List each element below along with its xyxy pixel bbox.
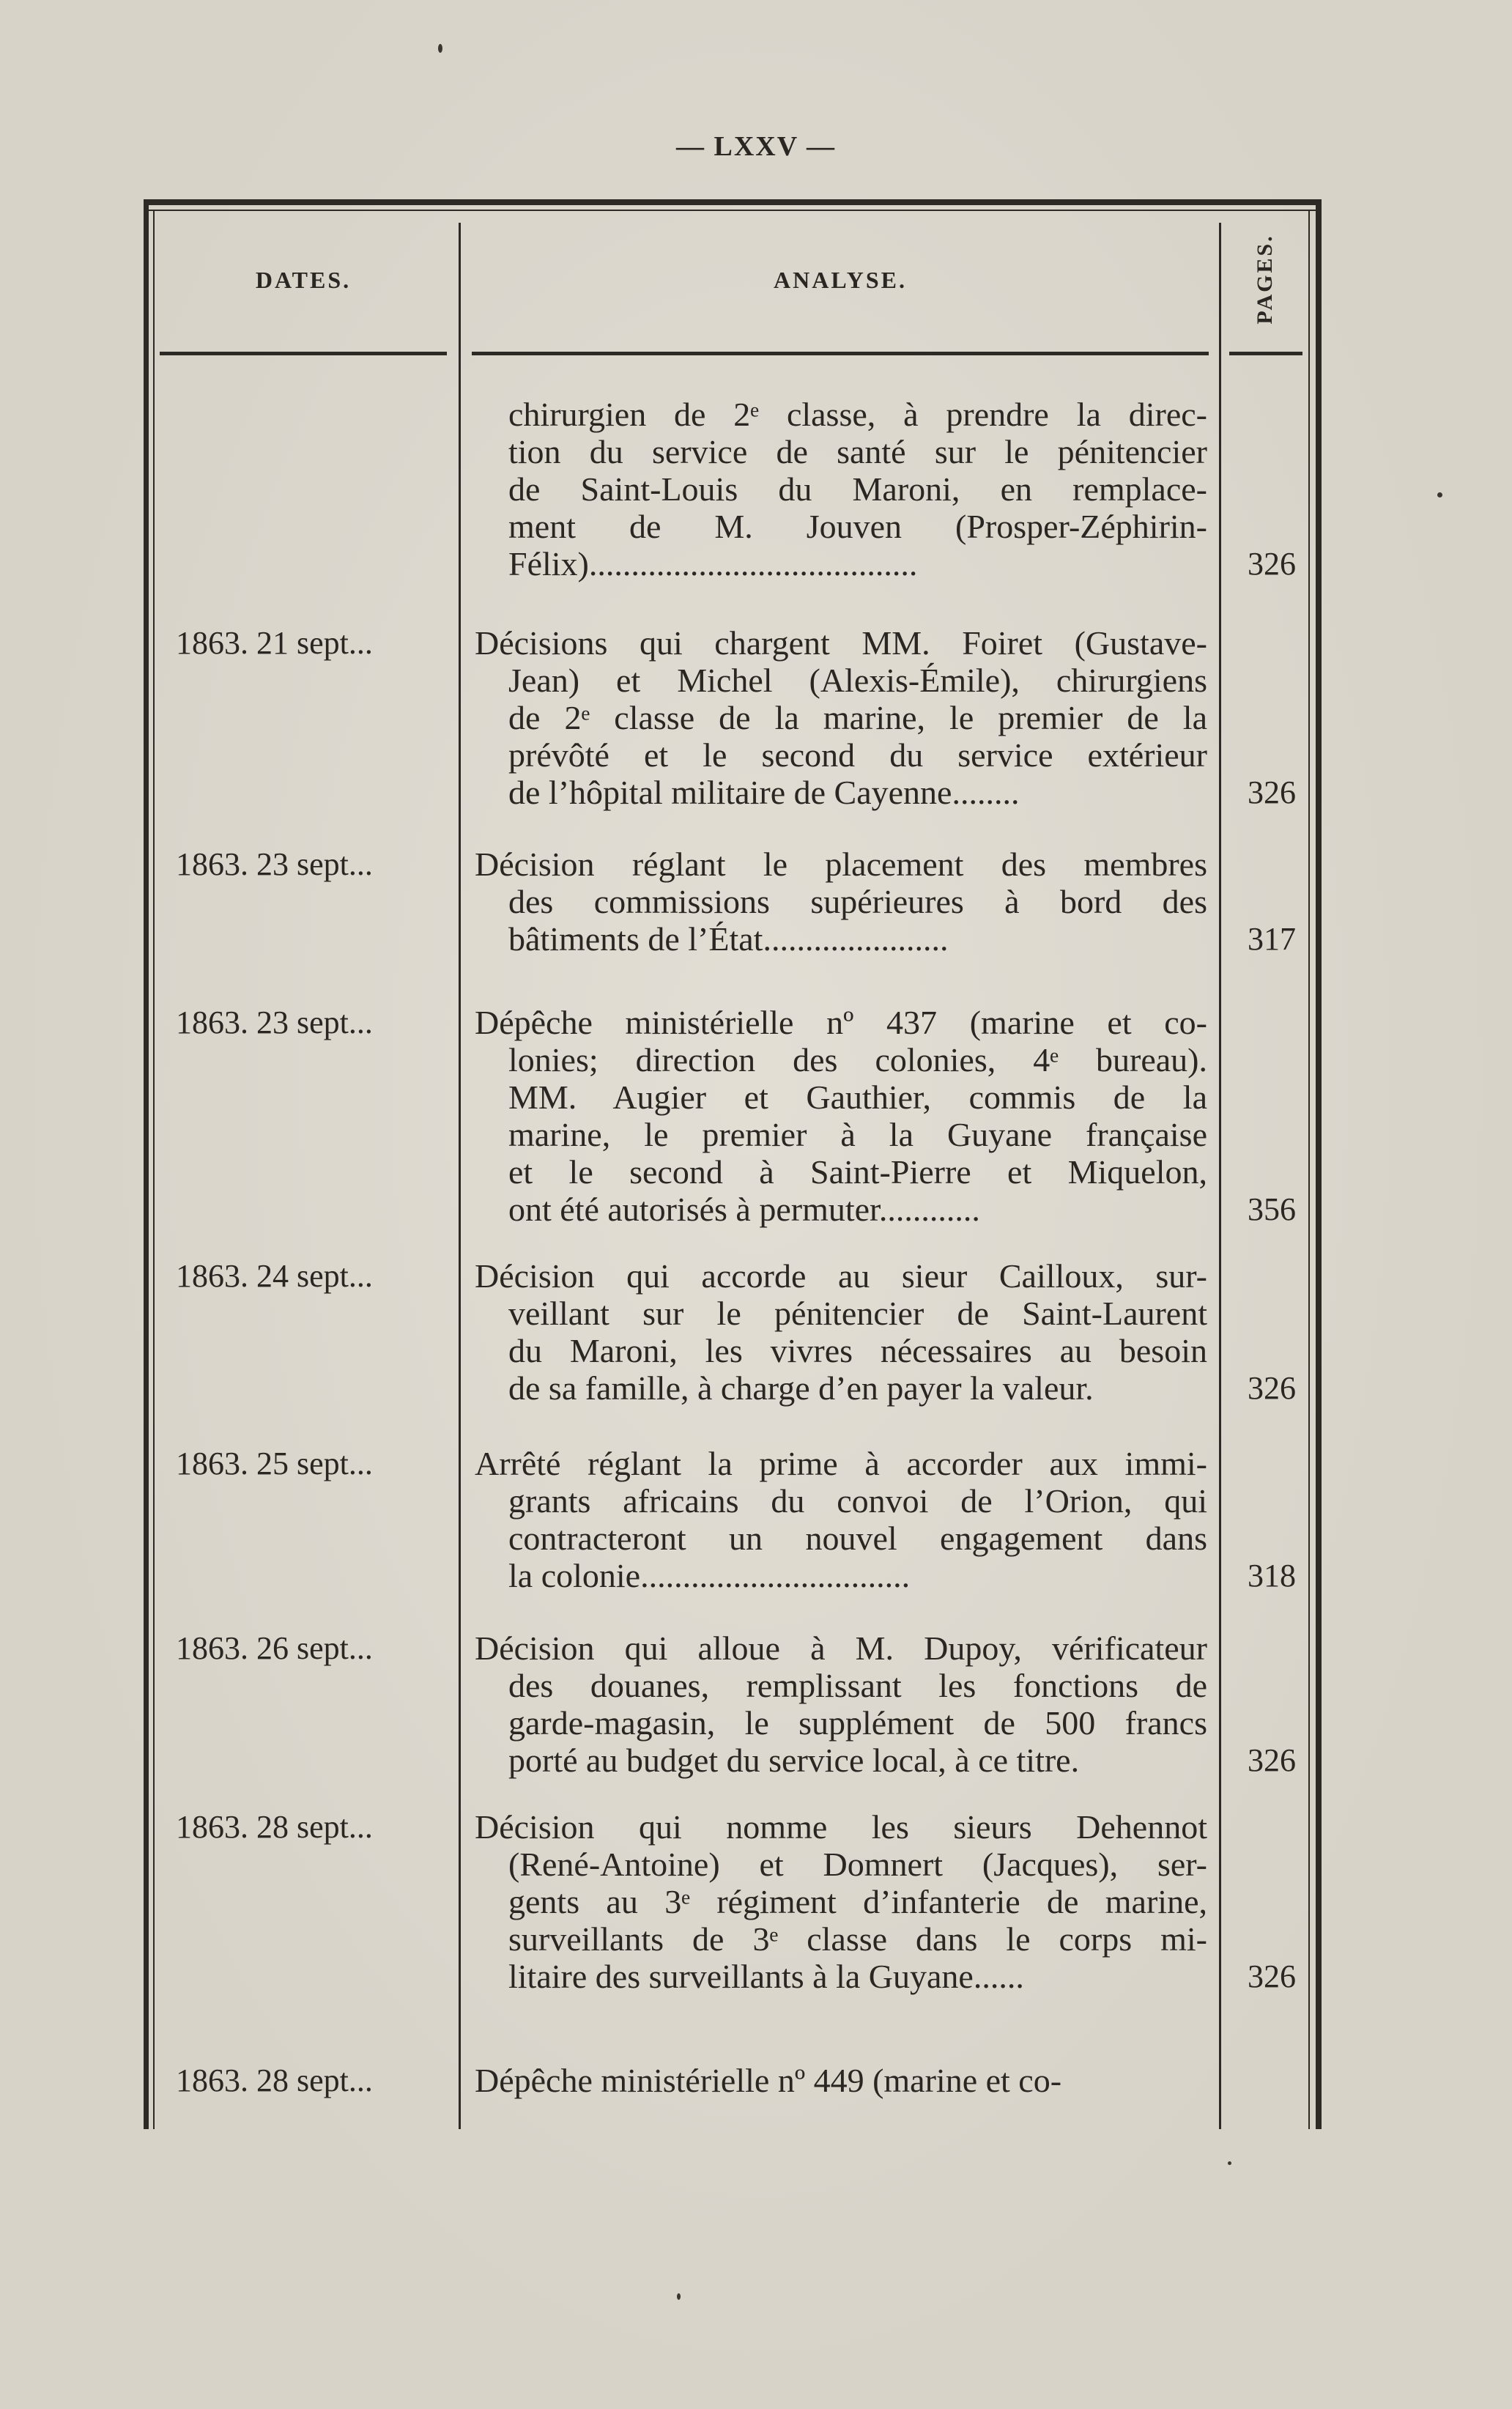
analysis-line: et le second à Saint-Pierre et Miquelon, bbox=[508, 1153, 1207, 1191]
analysis-line: veillant sur le pénitencier de Saint-Laurent bbox=[508, 1295, 1207, 1332]
analysis-line: garde-magasin, le supplément de 500 francs bbox=[508, 1704, 1207, 1742]
entry-analysis bbox=[475, 396, 1207, 582]
analysis-line: gents au 3ᵉ régiment d’infanterie de marine, bbox=[508, 1883, 1207, 1920]
analysis-line: contracteront un nouvel engagement dans bbox=[508, 1520, 1207, 1557]
entry-page-number: 326 bbox=[1248, 774, 1296, 810]
analysis-line: Félix)....................................... bbox=[508, 545, 918, 582]
analysis-line: bâtiments de l’État...................... bbox=[508, 920, 949, 958]
analysis-line: tion du service de santé sur le pénitencier bbox=[508, 433, 1207, 470]
analysis-line: chirurgien de 2ᵉ classe, à prendre la direc- bbox=[508, 396, 1207, 433]
analysis-line: Décisions qui chargent MM. Foiret (Gustave- bbox=[475, 624, 1207, 662]
analysis-line: du Maroni, les vivres nécessaires au besoin bbox=[508, 1332, 1207, 1369]
analysis-line: Décision réglant le placement des membres bbox=[475, 845, 1207, 883]
analysis-line: des douanes, remplissant les fonctions de bbox=[508, 1667, 1207, 1704]
ink-speck bbox=[1437, 492, 1442, 497]
page-number: — LXXV — bbox=[676, 131, 836, 162]
analysis-line: Dépêche ministérielle nº 449 (marine et co- bbox=[475, 2062, 1062, 2099]
header-dates: DATES. bbox=[255, 267, 352, 293]
entry-analysis bbox=[475, 845, 1207, 958]
entry-page-number: 356 bbox=[1248, 1191, 1296, 1227]
analysis-line: lonies; direction des colonies, 4ᵉ bureau). bbox=[508, 1041, 1207, 1078]
entry-page-number: 326 bbox=[1248, 1742, 1296, 1778]
entry-page-number: 326 bbox=[1248, 1958, 1296, 1994]
analysis-line: porté au budget du service local, à ce titre. bbox=[508, 1742, 1080, 1779]
header-underline-analyse bbox=[472, 352, 1209, 355]
analysis-line: Décision qui accorde au sieur Cailloux, sur- bbox=[475, 1257, 1207, 1295]
analysis-line: grants africains du convoi de l’Orion, qui bbox=[508, 1482, 1207, 1520]
header-underline-dates bbox=[160, 352, 447, 355]
analysis-line: prévôté et le second du service extérieur bbox=[508, 736, 1207, 774]
entry-date: 1863. 26 sept... bbox=[176, 1630, 373, 1666]
analysis-line: Arrêté réglant la prime à accorder aux immi- bbox=[475, 1445, 1207, 1482]
column-divider-dates bbox=[459, 223, 461, 2129]
left-border-thin bbox=[153, 210, 155, 2129]
analysis-line: Décision qui alloue à M. Dupoy, vérificateur bbox=[475, 1629, 1207, 1667]
header-analyse: ANALYSE. bbox=[774, 267, 907, 293]
left-border-thick bbox=[144, 199, 149, 2129]
entry-date: 1863. 21 sept... bbox=[176, 625, 373, 661]
entry-page-number: 318 bbox=[1248, 1558, 1296, 1594]
analysis-line: de l’hôpital militaire de Cayenne........ bbox=[508, 774, 1020, 811]
entry-date: 1863. 23 sept... bbox=[176, 1004, 373, 1040]
entry-analysis bbox=[475, 1004, 1207, 1228]
entry-date: 1863. 28 sept... bbox=[176, 2062, 373, 2098]
entry-page-number: 326 bbox=[1248, 546, 1296, 582]
ink-speck bbox=[677, 2293, 681, 2300]
entry-date: 1863. 23 sept... bbox=[176, 846, 373, 882]
right-border-thin bbox=[1308, 210, 1310, 2129]
right-border-thick bbox=[1316, 199, 1322, 2129]
analysis-line: des commissions supérieures à bord des bbox=[508, 883, 1207, 920]
analysis-line: de 2ᵉ classe de la marine, le premier de la bbox=[508, 699, 1207, 736]
ink-speck bbox=[438, 44, 442, 53]
header-underline-pages bbox=[1229, 352, 1302, 355]
entry-analysis bbox=[475, 1445, 1207, 1594]
analysis-line: litaire des surveillants à la Guyane...... bbox=[508, 1958, 1024, 1995]
entry-analysis bbox=[475, 1257, 1207, 1407]
analysis-line: de Saint-Louis du Maroni, en remplace- bbox=[508, 470, 1207, 508]
entry-analysis bbox=[475, 1808, 1207, 1995]
ink-speck bbox=[1228, 2161, 1231, 2165]
analysis-line: ont été autorisés à permuter............ bbox=[508, 1191, 980, 1228]
entry-date: 1863. 24 sept... bbox=[176, 1258, 373, 1294]
analysis-line: marine, le premier à la Guyane française bbox=[508, 1116, 1207, 1153]
header-pages: PAGES. bbox=[1253, 234, 1277, 325]
analysis-line: Dépêche ministérielle nº 437 (marine et co- bbox=[475, 1004, 1207, 1041]
analysis-line: Décision qui nomme les sieurs Dehennot bbox=[475, 1808, 1207, 1846]
analysis-line: (René-Antoine) et Domnert (Jacques), ser- bbox=[508, 1846, 1207, 1883]
analysis-line: la colonie................................ bbox=[508, 1557, 911, 1594]
analysis-line: ment de M. Jouven (Prosper-Zéphirin- bbox=[508, 508, 1207, 545]
top-rule-thick bbox=[144, 199, 1322, 205]
column-divider-pages bbox=[1219, 223, 1221, 2129]
entry-page-number: 326 bbox=[1248, 1370, 1296, 1406]
table-frame bbox=[144, 199, 1322, 2129]
entry-analysis bbox=[475, 1629, 1207, 1779]
entry-analysis bbox=[475, 624, 1207, 811]
analysis-line: surveillants de 3ᵉ classe dans le corps mi- bbox=[508, 1920, 1207, 1958]
analysis-line: Jean) et Michel (Alexis-Émile), chirurgiens bbox=[508, 662, 1207, 699]
analysis-line: MM. Augier et Gauthier, commis de la bbox=[508, 1078, 1207, 1116]
analysis-line: de sa famille, à charge d’en payer la valeur. bbox=[508, 1369, 1094, 1407]
entry-page-number: 317 bbox=[1248, 921, 1296, 957]
entry-date: 1863. 28 sept... bbox=[176, 1809, 373, 1845]
entry-date: 1863. 25 sept... bbox=[176, 1446, 373, 1481]
top-rule-thin bbox=[144, 210, 1322, 211]
entry-analysis bbox=[475, 2062, 1207, 2099]
